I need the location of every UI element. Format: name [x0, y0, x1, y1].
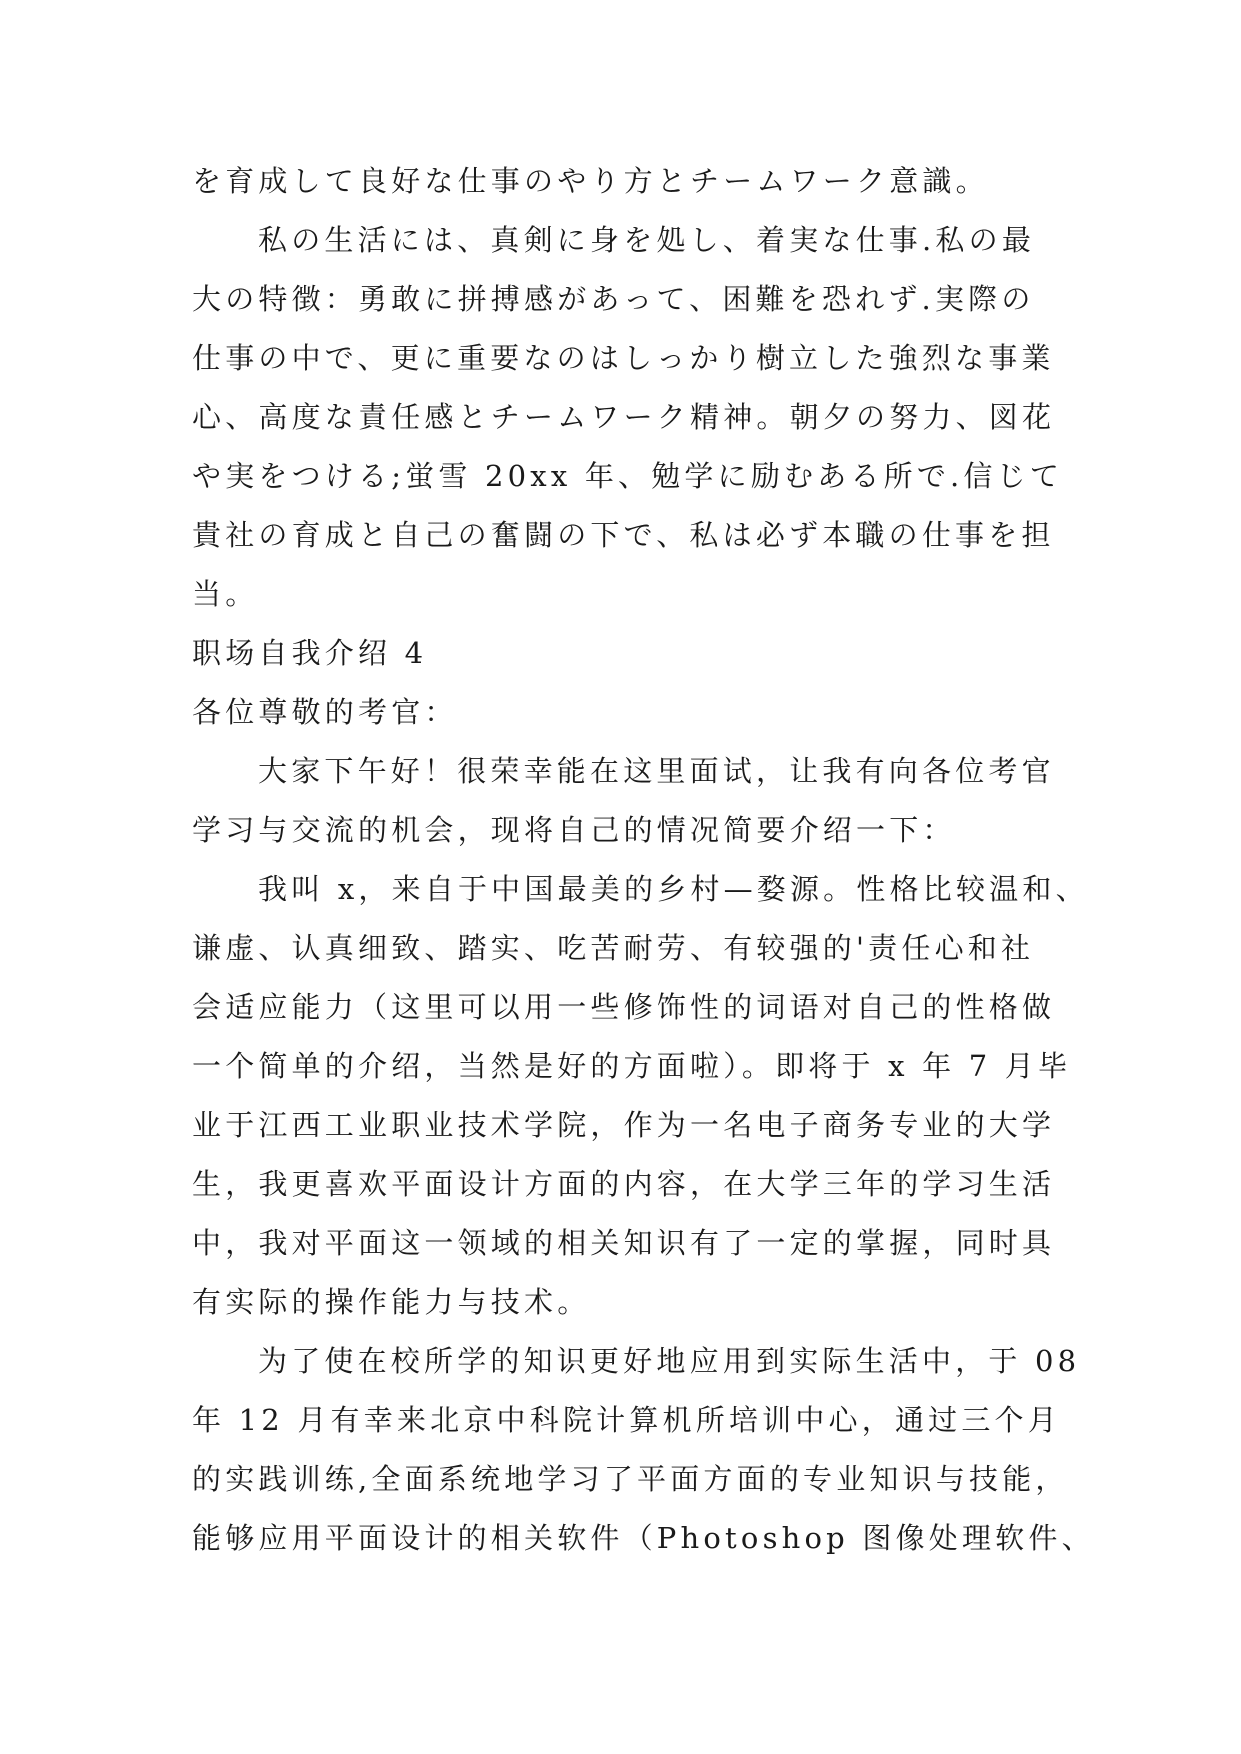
text-line: 仕事の中で、更に重要なのはしっかり樹立した強烈な事業	[192, 341, 1055, 375]
text-line: 的实践训练,全面系统地学习了平面方面的专业知识与技能，	[192, 1462, 1069, 1496]
text-line: 有实际的操作能力与技术。	[192, 1285, 591, 1319]
text-line: を育成して良好な仕事のやり方とチームワーク意識。	[192, 164, 989, 198]
text-line: 业于江西工业职业技术学院，作为一名电子商务专业的大学	[192, 1108, 1056, 1142]
text-line: 貴社の育成と自己の奮闘の下で、私は必ず本職の仕事を担	[192, 518, 1055, 552]
text-line: 中，我对平面这一领域的相关知识有了一定的掌握，同时具	[192, 1226, 1056, 1260]
text-line: 当。	[192, 577, 259, 611]
paragraph-start-line: 我叫 x，来自于中国最美的乡村—婺源。性格比较温和、	[258, 872, 1089, 906]
text-line: 大の特徴：勇敢に拼搏感があって、困難を恐れず.実際の	[192, 282, 1035, 316]
text-line: 学习与交流的机会，现将自己的情况简要介绍一下：	[192, 813, 956, 847]
text-line: 会适应能力（这里可以用一些修饰性的词语对自己的性格做	[192, 990, 1056, 1024]
paragraph-start-line: 大家下午好！很荣幸能在这里面试，让我有向各位考官	[258, 754, 1055, 788]
paragraph-start-line: 私の生活には、真剣に身を処し、着実な仕事.私の最	[258, 223, 1036, 257]
text-line: 一个简单的介绍，当然是好的方面啦）。即将于 x 年 7 月毕	[192, 1049, 1072, 1083]
salutation: 各位尊敬的考官：	[192, 695, 458, 729]
text-line: や実をつける;蛍雪 20xx 年、勉学に励むある所で.信じて	[192, 459, 1064, 493]
document-body	[192, 152, 1095, 1568]
text-line: 能够应用平面设计的相关软件（Photoshop 图像处理软件、	[192, 1521, 1095, 1555]
text-line: 年 12 月有幸来北京中科院计算机所培训中心，通过三个月	[192, 1403, 1061, 1437]
section-heading: 职场自我介绍 4	[192, 636, 428, 670]
paragraph-start-line: 为了使在校所学的知识更好地应用到实际生活中，于 08	[258, 1344, 1081, 1378]
text-line: 生，我更喜欢平面设计方面的内容，在大学三年的学习生活	[192, 1167, 1056, 1201]
text-line: 谦虚、认真细致、踏实、吃苦耐劳、有较强的'责任心和社	[192, 931, 1035, 965]
text-line: 心、高度な責任感とチームワーク精神。朝夕の努力、図花	[192, 400, 1056, 434]
